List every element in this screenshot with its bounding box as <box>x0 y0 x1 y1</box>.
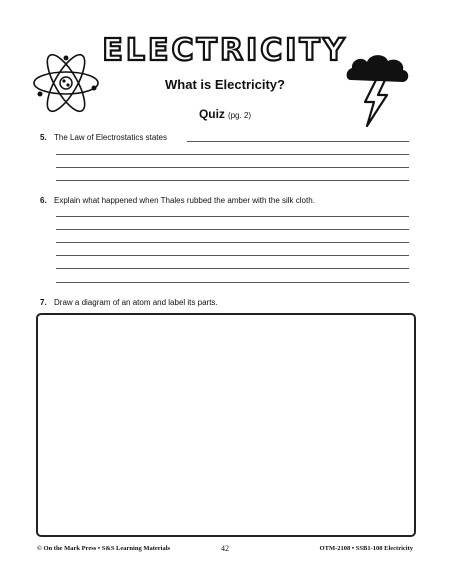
question-6 <box>40 196 315 205</box>
quiz-label: Quiz <box>198 107 225 121</box>
question-7 <box>40 298 218 307</box>
answer-line[interactable] <box>56 180 409 181</box>
question-number: 5. <box>40 133 47 142</box>
diagram-drawing-box[interactable] <box>36 313 416 537</box>
answer-line[interactable] <box>56 242 409 243</box>
quiz-page-ref: (pg. 2) <box>227 111 252 120</box>
footer-page-number: 42 <box>221 544 229 553</box>
footer-product-code: OTM-2108 • SSB1-108 Electricity <box>319 545 413 552</box>
question-number: 7. <box>40 298 47 307</box>
question-number: 6. <box>40 196 47 205</box>
answer-line[interactable] <box>56 268 409 269</box>
question-5 <box>40 133 167 142</box>
question-text: The Law of Electrostatics states <box>54 133 167 142</box>
answer-line[interactable] <box>56 167 409 168</box>
footer-publisher: © On the Mark Press • S&S Learning Materials <box>37 545 171 552</box>
question-text: Explain what happened when Thales rubbed the amber with the silk cloth. <box>54 196 315 205</box>
answer-line[interactable] <box>56 229 409 230</box>
answer-line[interactable] <box>56 154 409 155</box>
title-banner <box>100 30 350 70</box>
answer-line[interactable] <box>187 141 409 142</box>
answer-line[interactable] <box>56 255 409 256</box>
question-text: Draw a diagram of an atom and label its parts. <box>54 298 218 307</box>
page-title: ELECTRICITY <box>102 33 348 68</box>
page-subtitle: What is Electricity? <box>165 77 285 92</box>
quiz-heading <box>0 107 450 121</box>
answer-line[interactable] <box>56 282 409 283</box>
answer-line[interactable] <box>56 216 409 217</box>
